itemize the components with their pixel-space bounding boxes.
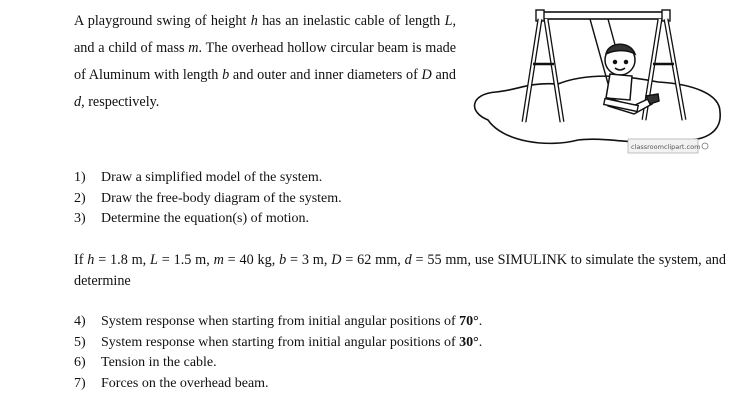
list-item: 5) System response when starting from initial angular positions of 30°.	[74, 334, 483, 350]
list-item: 2) Draw the free-body diagram of the system.	[74, 190, 342, 206]
overhead-beam	[540, 12, 666, 19]
list-item: 7) Forces on the overhead beam.	[74, 375, 269, 391]
list-item: 6) Tension in the cable.	[74, 355, 217, 370]
list-item: 4) System response when starting from initial angular positions of 70°.	[74, 314, 483, 329]
swing-illustration	[458, 2, 728, 164]
task-list-1	[74, 168, 342, 230]
parameters-paragraph: If h = 1.8 m, L = 1.5 m, m = 40 kg, b = 3 m, D = 62 mm, d = 55 mm, use SIMULINK to simulate the system, and determine	[74, 252, 726, 289]
problem-intro: A playground swing of height h has an inelastic cable of length L, and a child of mass m. The overhead hollow circular beam is made of Aluminum with length b and outer and inner diameters of D and d, respectively.	[74, 13, 457, 110]
watermark-text: classroomclipart.com	[631, 143, 701, 151]
task-list-2	[74, 312, 482, 394]
list-item: 3) Determine the equation(s) of motion.	[74, 211, 309, 226]
list-item: 1) Draw a simplified model of the system.	[74, 170, 323, 185]
